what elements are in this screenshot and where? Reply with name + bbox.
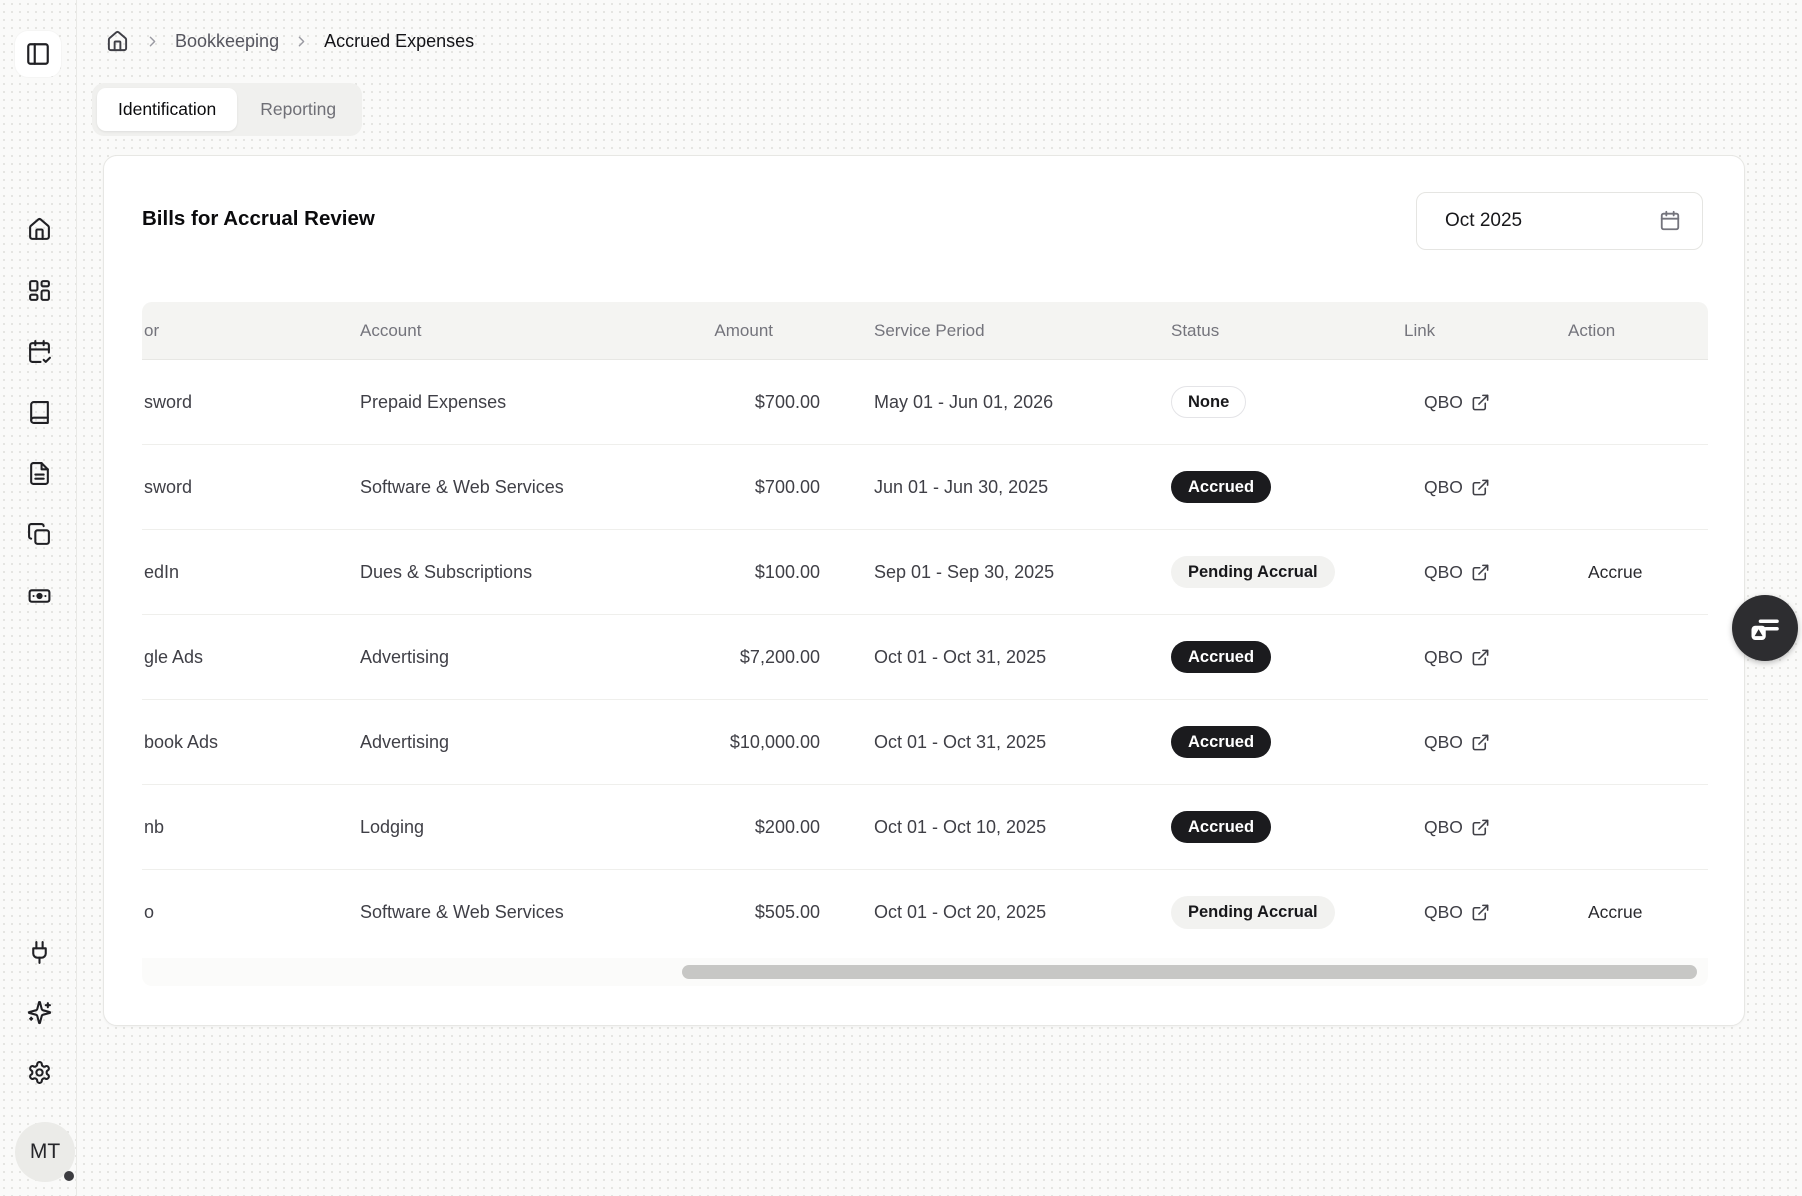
sidebar-footer (17, 930, 61, 1094)
home-icon (27, 217, 52, 242)
status-badge: Pending Accrual (1171, 556, 1335, 589)
vendor-cell: book Ads (144, 731, 219, 752)
external-link-icon (1471, 733, 1490, 752)
vendor-cell: o (144, 902, 155, 922)
service-period-cell: Oct 01 - Oct 31, 2025 (874, 646, 1047, 667)
calendar-icon (1659, 210, 1681, 232)
header-status: Status (1171, 320, 1220, 340)
status-cell (1171, 896, 1404, 929)
amount-cell: $10,000.00 (729, 731, 820, 752)
form-list-icon (1747, 610, 1783, 646)
sidebar-item-files[interactable] (17, 512, 61, 556)
table-horizontal-scrollbar[interactable] (142, 958, 1708, 986)
panel-left-icon (25, 41, 51, 67)
amount-cell: $700.00 (754, 476, 820, 497)
status-cell (1171, 641, 1404, 674)
link-cell (1404, 817, 1567, 838)
vendor-cell: edIn (144, 561, 180, 582)
status-cell (1171, 471, 1404, 504)
gear-icon (27, 1060, 52, 1085)
vendor-cell: gle Ads (144, 646, 204, 667)
card-title: Bills for Accrual Review (142, 207, 375, 230)
external-link-icon (1471, 818, 1490, 837)
service-period-cell: Jun 01 - Jun 30, 2025 (874, 476, 1049, 497)
external-link-icon (1471, 393, 1490, 412)
amount-cell: $7,200.00 (739, 646, 820, 667)
status-badge: Accrued (1171, 726, 1271, 759)
calendar-check-icon (27, 339, 52, 364)
sidebar-item-settings[interactable] (17, 1050, 61, 1094)
breadcrumb-item-bookkeeping[interactable]: Bookkeeping (175, 30, 280, 51)
breadcrumb-home-link[interactable] (104, 28, 130, 54)
account-cell: Advertising (360, 646, 450, 667)
bills-table (142, 302, 1708, 955)
table-row (142, 530, 1708, 615)
action-cell (1567, 902, 1708, 923)
header-service-period: Service Period (874, 320, 985, 340)
link-cell (1404, 477, 1567, 498)
account-cell: Lodging (360, 816, 425, 837)
period-value: Oct 2025 (1445, 210, 1523, 231)
sidebar-item-ai-assistant[interactable] (17, 990, 61, 1034)
qbo-link[interactable]: QBO (1424, 817, 1490, 838)
vendor-cell: sword (144, 476, 193, 497)
status-badge: None (1171, 386, 1246, 419)
account-cell: Dues & Subscriptions (360, 561, 533, 582)
sidebar-item-dashboard[interactable] (17, 268, 61, 312)
qbo-link[interactable]: QBO (1424, 562, 1490, 583)
dashboard-icon (27, 278, 52, 303)
user-avatar[interactable] (15, 1122, 75, 1182)
status-cell (1171, 556, 1404, 589)
tab-reporting[interactable]: Reporting (239, 88, 357, 131)
table-row (142, 360, 1708, 445)
scrollbar-thumb[interactable] (682, 965, 1697, 979)
sidebar-item-integrations[interactable] (17, 930, 61, 974)
status-cell (1171, 811, 1404, 844)
table-row (142, 445, 1708, 530)
qbo-link[interactable]: QBO (1424, 732, 1490, 753)
annotations-widget-button[interactable] (1732, 595, 1798, 661)
table-row (142, 700, 1708, 785)
service-period-cell: Oct 01 - Oct 31, 2025 (874, 731, 1047, 752)
header-link: Link (1404, 320, 1436, 340)
link-cell (1404, 562, 1567, 583)
header-vendor: or (144, 320, 160, 340)
service-period-cell: Oct 01 - Oct 10, 2025 (874, 816, 1047, 837)
external-link-icon (1471, 478, 1490, 497)
table-row (142, 615, 1708, 700)
banknote-icon (27, 583, 52, 608)
link-cell (1404, 647, 1567, 668)
copy-icon (27, 522, 52, 547)
breadcrumb (104, 28, 474, 54)
period-selector[interactable] (1416, 192, 1703, 250)
plug-icon (27, 940, 52, 965)
amount-cell: $700.00 (754, 391, 820, 412)
chevron-right-icon (144, 33, 161, 50)
account-cell: Software & Web Services (360, 902, 564, 922)
link-cell (1404, 732, 1567, 753)
status-badge: Accrued (1171, 811, 1271, 844)
bills-for-accrual-review-card (103, 155, 1745, 1026)
sidebar-nav (17, 207, 61, 617)
external-link-icon (1471, 563, 1490, 582)
qbo-link[interactable]: QBO (1424, 902, 1490, 923)
amount-cell: $100.00 (754, 561, 820, 582)
account-cell: Software & Web Services (360, 476, 564, 497)
amount-cell: $200.00 (754, 816, 820, 837)
service-period-cell: May 01 - Jun 01, 2026 (874, 391, 1054, 412)
qbo-link[interactable]: QBO (1424, 477, 1490, 498)
vendor-cell: sword (144, 391, 193, 412)
book-icon (27, 400, 52, 425)
qbo-link[interactable]: QBO (1424, 392, 1490, 413)
sidebar-item-payments[interactable] (17, 573, 61, 617)
link-cell (1404, 902, 1567, 923)
header-action: Action (1568, 320, 1616, 340)
sparkles-icon (27, 1000, 52, 1025)
chevron-right-icon (293, 33, 310, 50)
service-period-cell: Sep 01 - Sep 30, 2025 (874, 561, 1055, 582)
house-icon (106, 30, 129, 53)
amount-cell: $505.00 (754, 902, 820, 922)
status-badge: Accrued (1171, 471, 1271, 504)
qbo-link[interactable]: QBO (1424, 647, 1490, 668)
accrue-action[interactable]: Accrue (1588, 561, 1643, 582)
tab-identification[interactable]: Identification (97, 88, 237, 131)
account-cell: Advertising (360, 731, 450, 752)
sidebar-item-calendar[interactable] (17, 329, 61, 373)
external-link-icon (1471, 648, 1490, 667)
sidebar-item-home[interactable] (17, 207, 61, 251)
breadcrumb-item-accrued-expenses: Accrued Expenses (324, 30, 475, 51)
external-link-icon (1471, 903, 1490, 922)
service-period-cell: Oct 01 - Oct 20, 2025 (874, 902, 1047, 922)
table-header-row (142, 302, 1708, 360)
vendor-cell: nb (144, 816, 165, 837)
sidebar-item-ledger[interactable] (17, 390, 61, 434)
view-tabs (92, 83, 362, 136)
avatar-initials: MT (29, 1140, 61, 1163)
header-amount: Amount (714, 320, 773, 340)
table-row (142, 785, 1708, 870)
avatar-status-dot (64, 1171, 74, 1181)
status-cell (1171, 386, 1404, 419)
sidebar-item-documents[interactable] (17, 451, 61, 495)
account-cell: Prepaid Expenses (360, 391, 507, 412)
file-text-icon (27, 461, 52, 486)
accrue-action[interactable]: Accrue (1588, 902, 1643, 922)
header-account: Account (360, 320, 422, 340)
sidebar-toggle-button[interactable] (15, 31, 61, 77)
table-row (142, 870, 1708, 955)
status-badge: Pending Accrual (1171, 896, 1335, 929)
status-badge: Accrued (1171, 641, 1271, 674)
sidebar (0, 0, 77, 1196)
status-cell (1171, 726, 1404, 759)
action-cell (1567, 562, 1708, 583)
link-cell (1404, 392, 1567, 413)
